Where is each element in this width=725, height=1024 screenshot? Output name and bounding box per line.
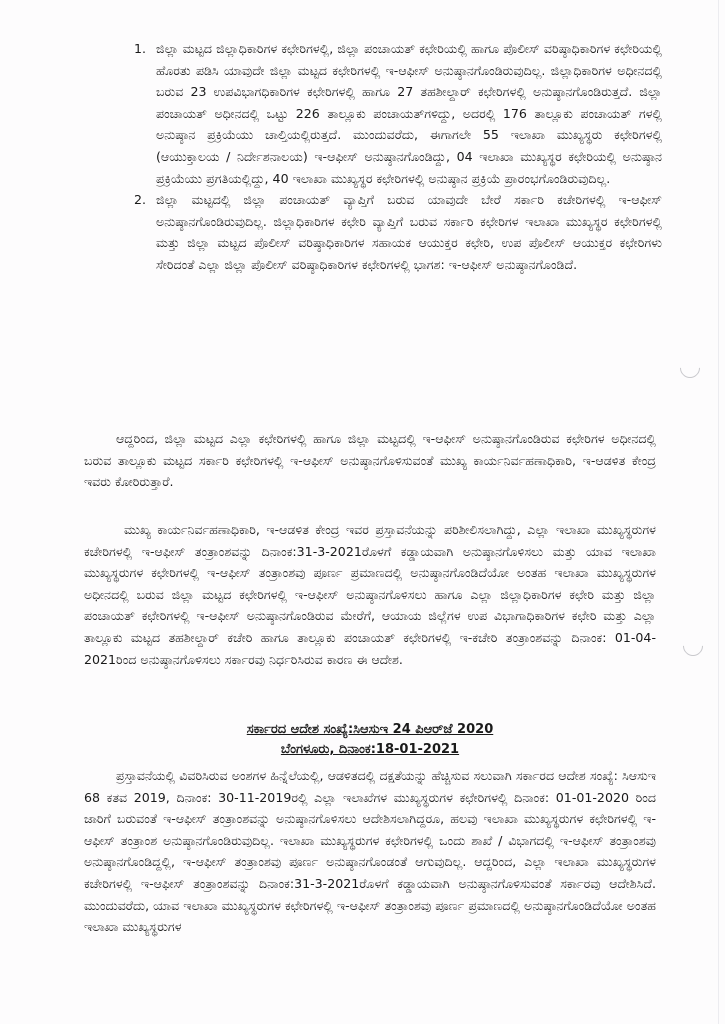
- order-place-date-heading: [84, 740, 656, 760]
- order-number: ಸರ್ಕಾರದ ಆದೇಶ ಸಂಖ್ಯೆ:ಸಿಆಸುಇ 24 ಪಿಆರ್‌ಜೆ 2020: [246, 722, 494, 737]
- list-item-text: ಜಿಲ್ಲಾ ಮಟ್ಟದ ಜಿಲ್ಲಾಧಿಕಾರಿಗಳ ಕಛೇರಿಗಳಲ್ಲಿ, ಜಿಲ್ಲಾ ಪಂಚಾಯತ್ ಕಛೇರಿಯಲ್ಲಿ ಹಾಗೂ ಪೊಲೀಸ್ ವರಿಷ್ಠಾಧಿಕಾರಿಗಳ ಕಛೇರಿಯಲ್ಲಿ ಹೊರತು ಪಡಿಸಿ ಯಾವುದೇ ಜಿಲ್ಲಾ ಮಟ್ಟದ ಕಛೇರಿಗಳಲ್ಲಿ ಇ-ಆಫೀಸ್ ಅನುಷ್ಠಾನಗೊಂಡಿರುವುದಿಲ್ಲ. ಜಿಲ್ಲಾಧಿಕಾರಿಗಳ ಅಧೀನದಲ್ಲಿ ಬರುವ 23 ಉಪವಿಭಾಗಧಿಕಾರಿಗಳ ಕಛೇರಿಗಳಲ್ಲಿ ಹಾಗೂ 27 ತಹಶೀಲ್ದಾರ್ ಕಛೇರಿಗಳಲ್ಲಿ ಅನುಷ್ಠಾನಗೊಂಡಿರುತ್ತದೆ. ಜಿಲ್ಲಾ ಪಂಚಾಯತ್ ಅಧೀನದಲ್ಲಿ ಒಟ್ಟು 226 ತಾಲ್ಲೂಕು ಪಂಚಾಯತ್‌ಗಳಿದ್ದು, ಅದರಲ್ಲಿ 176 ತಾಲ್ಲೂಕು ಪಂಚಾಯತ್ ಗಳಲ್ಲಿ ಅನುಷ್ಠಾನ ಪ್ರಕ್ರಿಯೆಯು ಚಾಲ್ತಿಯಲ್ಲಿರುತ್ತದೆ. ಮುಂದುವರೆದು, ಈಗಾಗಲೇ 55 ಇಲಾಖಾ ಮುಖ್ಯಸ್ಥರು ಕಛೇರಿಗಳಲ್ಲಿ (ಆಯುಕ್ತಾಲಯ / ನಿರ್ದೇಶನಾಲಯ) ಇ-ಆಫೀಸ್ ಅನುಷ್ಠಾನಗೊಂಡಿದ್ದು, 04 ಇಲಾಖಾ ಮುಖ್ಯಸ್ಥರ ಕಛೇರಿಯಲ್ಲಿ ಅನುಷ್ಠಾನ ಪ್ರಕ್ರಿಯೆಯು ಪ್ರಗತಿಯಲ್ಲಿದ್ದು, 40 ಇಲಾಖಾ ಮುಖ್ಯಸ್ಥರ ಕಛೇರಿಗಳಲ್ಲಿ ಅನುಷ್ಠಾನ ಪ್ರಕ್ರಿಯೆ ಪ್ರಾರಂಭಗೊಂಡಿರುವುದಿಲ್ಲ.: [156, 41, 662, 186]
- punch-hole-mark: [676, 354, 704, 382]
- list-item-number: 1.: [134, 41, 147, 56]
- paragraph-order-body: ಪ್ರಸ್ತಾವನೆಯಲ್ಲಿ ವಿವರಿಸಿರುವ ಅಂಶಗಳ ಹಿನ್ನೆಲೆಯಲ್ಲಿ, ಆಡಳಿತದಲ್ಲಿ ದಕ್ಷತೆಯನ್ನು ಹೆಚ್ಚಿಸುವ ಸಲುವಾಗಿ ಸರ್ಕಾರದ ಆದೇಶ ಸಂಖ್ಯೆ: ಸಿಆಸುಇ 68 ಕತವ 2019, ದಿನಾಂಕ: 30-11-2019ರಲ್ಲಿ ಎಲ್ಲಾ ಇಲಾಖೆಗಳ ಮುಖ್ಯಸ್ಥರುಗಳ ಕಛೇರಿಗಳಲ್ಲಿ ದಿನಾಂಕ: 01-01-2020 ರಿಂದ ಜಾರಿಗೆ ಬರುವಂತೆ ಇ-ಆಫೀಸ್ ತಂತ್ರಾಂಶವನ್ನು ಅನುಷ್ಠಾನಗೊಳಿಸಲು ಆದೇಶಿಸಲಾಗಿದ್ದರೂ, ಹಲವು ಇಲಾಖಾ ಮುಖ್ಯಸ್ಥರುಗಳ ಕಛೇರಿಗಳಲ್ಲಿ ಇ-ಆಫೀಸ್ ತಂತ್ರಾಂಶ ಅನುಷ್ಠಾನಗೊಂಡಿರುವುದಿಲ್ಲ. ಇಲಾಖಾ ಮುಖ್ಯಸ್ಥರುಗಳ ಕಛೇರಿಗಳಲ್ಲಿ ಒಂದು ಶಾಖೆ / ವಿಭಾಗದಲ್ಲಿ ಇ-ಆಫೀಸ್ ತಂತ್ರಾಂಶವು ಅನುಷ್ಠಾನಗೊಂಡಿದ್ದಲ್ಲಿ, ಇ-ಆಫೀಸ್ ತಂತ್ರಾಂಶವು ಪೂರ್ಣ ಅನುಷ್ಠಾನಗೊಂಡಂತೆ ಆಗುವುದಿಲ್ಲ. ಆದ್ದರಿಂದ, ಎಲ್ಲಾ ಇಲಾಖಾ ಮುಖ್ಯಸ್ಥರುಗಳ ಕಚೇರಿಗಳಲ್ಲಿ ಇ-ಆಫೀಸ್ ತಂತ್ರಾಂಶವನ್ನು ದಿನಾಂಕ:31-3-2021ರೊಳಗೆ ಕಡ್ಡಾಯವಾಗಿ ಅನುಷ್ಠಾನಗೊಳಿಸುವಂತೆ ಸರ್ಕಾರವು ಆದೇಶಿಸಿದೆ. ಮುಂದುವರೆದು, ಯಾವ ಇಲಾಖಾ ಮುಖ್ಯಸ್ಥರುಗಳ ಕಛೇರಿಗಳಲ್ಲಿ ಇ-ಆಫೀಸ್ ತಂತ್ರಾಂಶವು ಪೂರ್ಣ ಪ್ರಮಾಣದಲ್ಲಿ ಅನುಷ್ಠಾನಗೊಂಡಿದೆಯೋ ಅಂತಹ ಇಲಾಖಾ ಮುಖ್ಯಸ್ಥರುಗಳ: [84, 768, 656, 935]
- list-item-number: 2.: [134, 192, 147, 208]
- page-edge-line: [718, 0, 719, 1024]
- numbered-list: [122, 38, 662, 276]
- list-item: [122, 189, 662, 275]
- order-place-date: ಬೆಂಗಳೂರು, ದಿನಾಂಕ:18-01-2021: [280, 742, 460, 757]
- punch-hole-mark: [679, 632, 707, 660]
- order-number-heading: [84, 720, 656, 740]
- list-item-text: ಜಿಲ್ಲಾ ಮಟ್ಟದಲ್ಲಿ ಜಿಲ್ಲಾ ಪಂಚಾಯತ್ ವ್ಯಾಪ್ತಿಗೆ ಬರುವ ಯಾವುದೇ ಬೇರೆ ಸರ್ಕಾರಿ ಕಚೇರಿಗಳಲ್ಲಿ ಇ-ಆಫೀಸ್ ಅನುಷ್ಠಾನಗೊಂಡಿರುವುದಿಲ್ಲ. ಜಿಲ್ಲಾಧಿಕಾರಿಗಳ ಕಛೇರಿ ವ್ಯಾಪ್ತಿಗೆ ಬರುವ ಸರ್ಕಾರಿ ಕಛೇರಿಗಳ ಇಲಾಖಾ ಮುಖ್ಯಸ್ಥರ ಕಛೇರಿಗಳಲ್ಲಿ ಮತ್ತು ಜಿಲ್ಲಾ ಮಟ್ಟದ ಪೊಲೀಸ್ ವರಿಷ್ಠಾಧಿಕಾರಿಗಳ ಸಹಾಯಕ ಆಯುಕ್ತರ ಕಛೇರಿ, ಉಪ ಪೊಲೀಸ್ ಆಯುಕ್ತರ ಕಛೇರಿಗಳು ಸೇರಿದಂತೆ ಎಲ್ಲಾ ಜಿಲ್ಲಾ ಪೊಲೀಸ್ ವರಿಷ್ಠಾಧಿಕಾರಿಗಳ ಕಛೇರಿಗಳಲ್ಲಿ ಭಾಗಶ: ಇ-ಆಫೀಸ್ ಅನುಷ್ಠಾನಗೊಂಡಿದೆ.: [156, 192, 662, 272]
- list-item: [122, 38, 662, 189]
- paragraph-decision: ಮುಖ್ಯ ಕಾರ್ಯನಿರ್ವಹಣಾಧಿಕಾರಿ, ಇ-ಆಡಳಿತ ಕೇಂದ್ರ ಇವರ ಪ್ರಸ್ತಾವನೆಯನ್ನು ಪರಿಶೀಲಿಸಲಾಗಿದ್ದು, ಎಲ್ಲಾ ಇಲಾಖಾ ಮುಖ್ಯಸ್ಥರುಗಳ ಕಚೇರಿಗಳಲ್ಲಿ ಇ-ಆಫೀಸ್ ತಂತ್ರಾಂಶವನ್ನು ದಿನಾಂಕ:31-3-2021ರೊಳಗೆ ಕಡ್ಡಾಯವಾಗಿ ಅನುಷ್ಠಾನಗೊಳಿಸಲು ಮತ್ತು ಯಾವ ಇಲಾಖಾ ಮುಖ್ಯಸ್ಥರುಗಳ ಕಛೇರಿಗಳಲ್ಲಿ ಇ-ಆಫೀಸ್ ತಂತ್ರಾಂಶವು ಪೂರ್ಣ ಪ್ರಮಾಣದಲ್ಲಿ ಅನುಷ್ಠಾನಗೊಂಡಿದೆಯೋ ಅಂತಹ ಇಲಾಖಾ ಮುಖ್ಯಸ್ಥರುಗಳ ಅಧೀನದಲ್ಲಿ ಬರುವ ಜಿಲ್ಲಾ ಮಟ್ಟದ ಕಛೇರಿಗಳಲ್ಲಿ ಇ-ಆಫೀಸ್ ಅನುಷ್ಠಾನಗೊಳಿಸಲು ಹಾಗೂ ಎಲ್ಲಾ ಜಿಲ್ಲಾಧಿಕಾರಿಗಳ ಕಛೇರಿ ಮತ್ತು ಜಿಲ್ಲಾ ಪಂಚಾಯತ್ ಕಛೇರಿಗಳಲ್ಲಿ ಇ-ಆಫೀಸ್ ಅನುಷ್ಠಾನಗೊಂಡಿರುವ ಮೇರೆಗೆ, ಆಯಾಯ ಜಿಲ್ಲೆಗಳ ಉಪ ವಿಭಾಗಾಧಿಕಾರಿಗಳ ಕಛೇರಿ ಮತ್ತು ಎಲ್ಲಾ ತಾಲ್ಲೂಕು ಮಟ್ಟದ ತಹಶೀಲ್ದಾರ್ ಕಚೇರಿ ಹಾಗೂ ತಾಲ್ಲೂಕು ಪಂಚಾಯತ್ ಕಛೇರಿಗಳಲ್ಲಿ ಇ-ಕಚೇರಿ ತಂತ್ರಾಂಶವನ್ನು ದಿನಾಂಕ: 01-04-2021ರಿಂದ ಅನುಷ್ಠಾನಗೊಳಿಸಲು ಸರ್ಕಾರವು ನಿರ್ಧರಿಸಿರುವ ಕಾರಣ ಈ ಆದೇಶ.: [84, 522, 656, 667]
- paragraph-request: ಆದ್ದರಿಂದ, ಜಿಲ್ಲಾ ಮಟ್ಟದ ಎಲ್ಲಾ ಕಛೇರಿಗಳಲ್ಲಿ ಹಾಗೂ ಜಿಲ್ಲಾ ಮಟ್ಟದಲ್ಲಿ ಇ-ಆಫೀಸ್ ಅನುಷ್ಠಾನಗೊಂಡಿರುವ ಕಛೇರಿಗಳ ಅಧೀನದಲ್ಲಿ ಬರುವ ತಾಲ್ಲೂಕು ಮಟ್ಟದ ಸರ್ಕಾರಿ ಕಛೇರಿಗಳಲ್ಲಿ ಇ-ಆಫೀಸ್ ಅನುಷ್ಠಾನಗೊಳಿಸುವಂತೆ ಮುಖ್ಯ ಕಾರ್ಯನಿರ್ವಹಣಾಧಿಕಾರಿ, ಇ-ಆಡಳಿತ ಕೇಂದ್ರ ಇವರು ಕೋರಿರುತ್ತಾರೆ.: [84, 431, 656, 490]
